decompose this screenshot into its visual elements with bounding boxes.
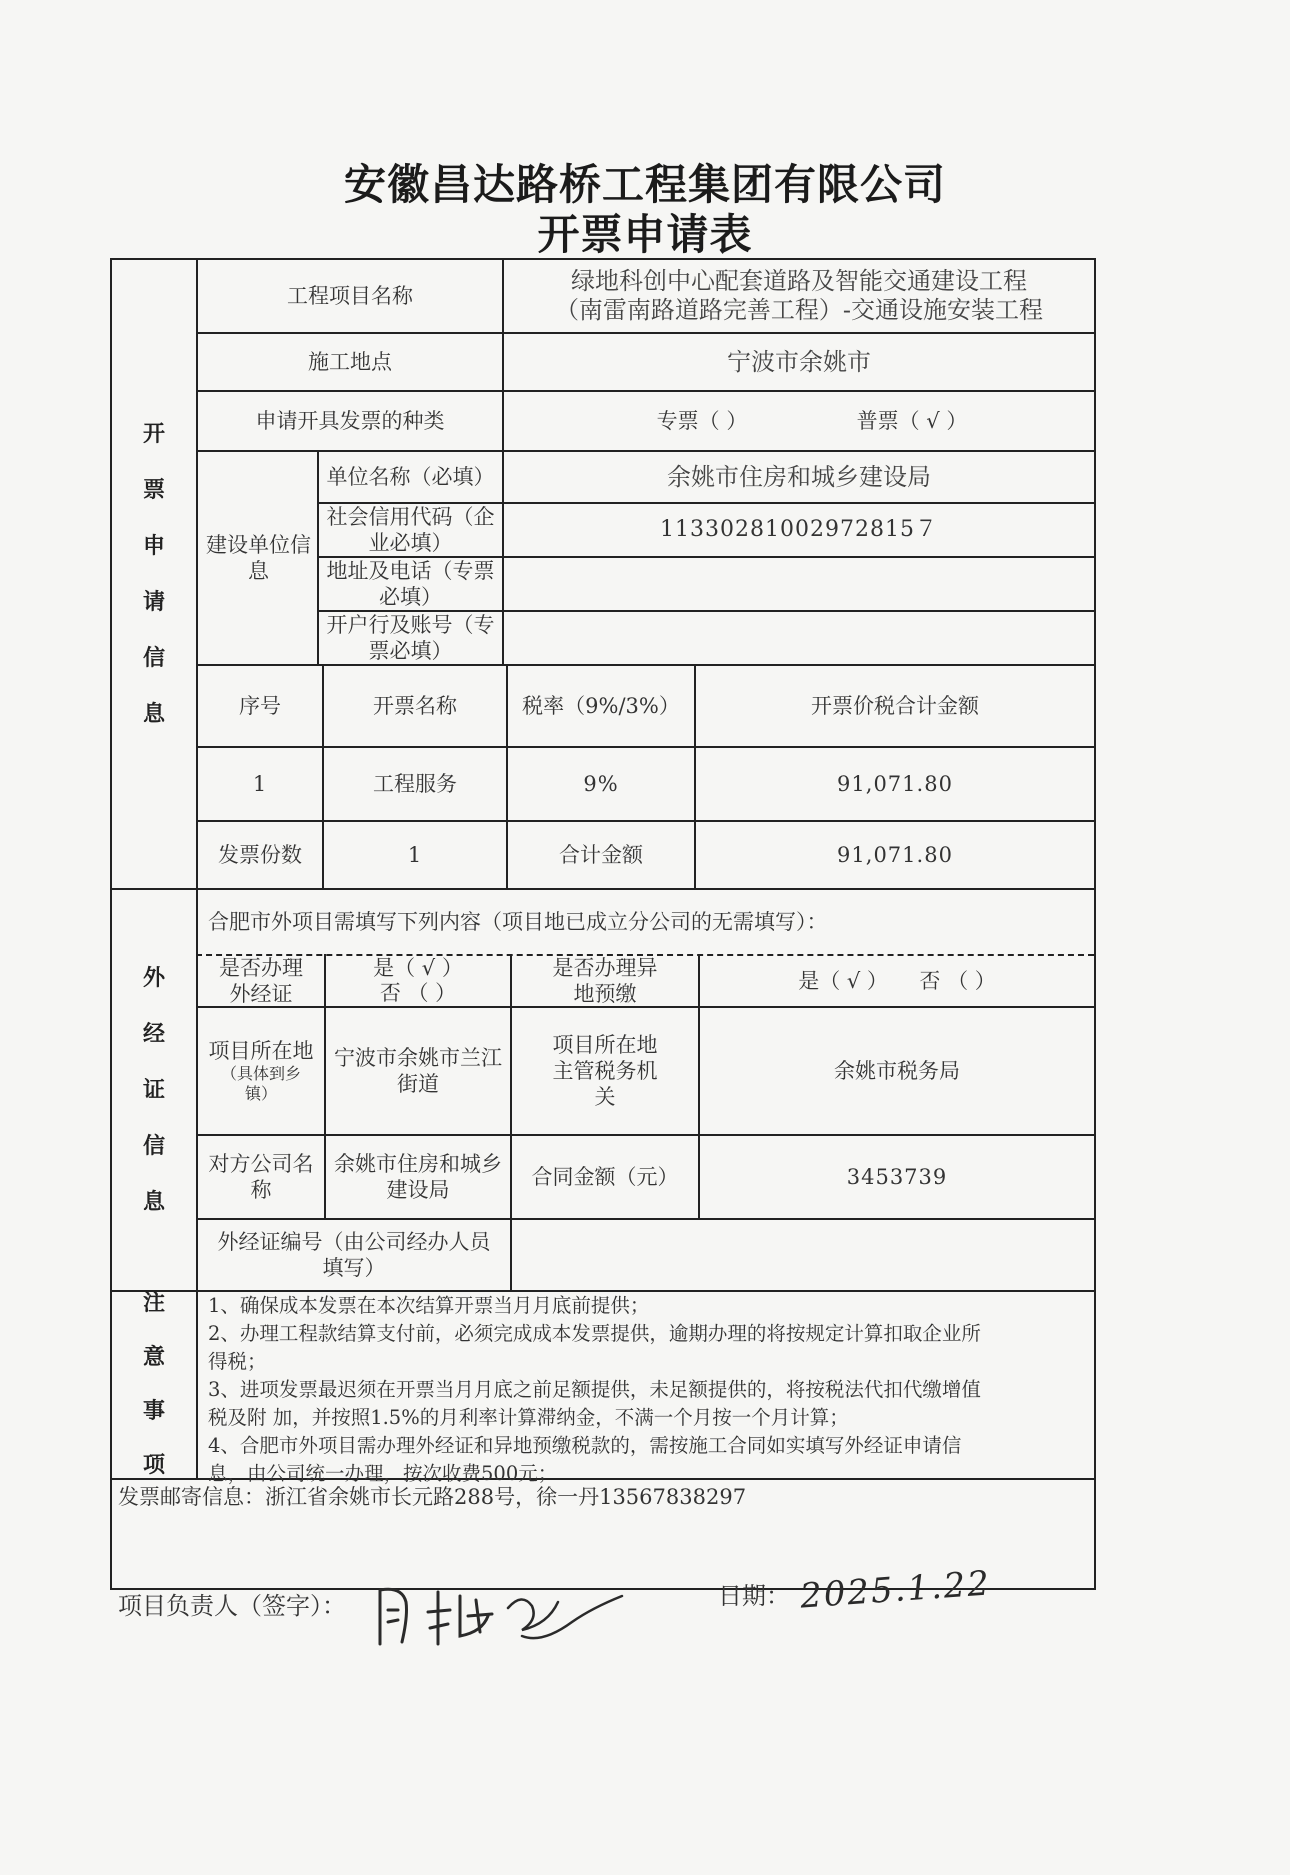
item-rate: 9% [583, 771, 619, 796]
bank-value [504, 612, 1094, 664]
note-line: 4、合肥市外项目需办理外经证和异地预缴税款的，需按施工合同如实填写外经证申请信 [208, 1434, 962, 1457]
company-title: 安徽昌达路桥工程集团有限公司 [343, 160, 946, 209]
invoice-type-normal: 普票（ √ ） [856, 408, 968, 433]
credit-code-value: 11330281002972815７ [660, 517, 938, 543]
prepay-label: 是否办理异地预缴 [552, 955, 658, 1006]
location-label: 项目所在地 （具体到乡镇） [208, 1038, 314, 1104]
project-name-label: 工程项目名称 [287, 283, 413, 308]
contract-value: 3453739 [846, 1164, 948, 1189]
unit-name-value: 余姚市住房和城乡建设局 [667, 463, 931, 491]
notes-list [208, 1292, 1088, 1488]
party-label: 对方公司名称 [208, 1151, 314, 1202]
note-line: 2、办理工程款结算支付前，必须完成成本发票提供，逾期办理的将按规定计算扣取企业所 [208, 1322, 981, 1345]
total-value: 91,071.80 [837, 842, 953, 867]
cert-yes: 是（ √ ） [373, 955, 463, 980]
date-label: 日期： [718, 1582, 790, 1610]
item-amount: 91,071.80 [837, 771, 953, 796]
items-header-name: 开票名称 [373, 693, 457, 718]
contract-label: 合同金额（元） [531, 1164, 679, 1189]
external-section-label: 外 经 证 信 息 [142, 964, 165, 1216]
tax-authority-value: 余姚市税务局 [834, 1058, 960, 1083]
items-header-amount: 开票价税合计金额 [811, 693, 979, 718]
project-name-value [504, 260, 1094, 332]
application-form [110, 258, 1096, 1590]
address-label: 地址及电话（专票必填） [326, 558, 495, 609]
items-header-rate: 税率（9%/3%） [522, 693, 680, 718]
handwritten-signature [372, 1572, 632, 1652]
prepay-value: 是（ √ ） 否 （ ） [798, 968, 996, 993]
item-no: 1 [252, 771, 268, 796]
project-name-line1: 绿地科创中心配套道路及智能交通建设工程 [571, 267, 1027, 296]
site-label: 施工地点 [308, 349, 392, 374]
unit-name-label: 单位名称（必填） [326, 464, 495, 489]
item-name: 工程服务 [373, 771, 457, 796]
note-line: 得税； [208, 1350, 267, 1373]
cert-options [326, 956, 510, 1006]
cert-number-value [512, 1220, 1094, 1290]
cert-number-label: 外经证编号（由公司经办人员填写） [217, 1229, 491, 1280]
address-value [504, 558, 1094, 610]
invoice-type-special: 专票（ ） [656, 408, 748, 433]
owner-signature-label: 项目负责人（签字）： [118, 1592, 346, 1620]
cert-label: 是否办理外经证 [219, 955, 303, 1006]
mailing-info: 发票邮寄信息：浙江省余姚市长元路288号，徐一丹13567838297 [118, 1485, 747, 1509]
note-line: 3、进项发票最迟须在开票当月月底之前足额提供，未足额提供的，将按税法代扣代缴增值 [208, 1378, 981, 1401]
cert-no: 否 （ ） [379, 981, 457, 1005]
party-value: 余姚市住房和城乡建设局 [334, 1151, 502, 1202]
note-line: 1、确保成本发票在本次结算开票当月月底前提供； [208, 1294, 650, 1317]
date-value: 2025.1.22 [798, 1563, 993, 1617]
site-value: 宁波市余姚市 [727, 348, 871, 376]
form-title: 开票申请表 [537, 210, 753, 259]
note-line: 息，由公司统一办理，按次收费500元； [208, 1462, 558, 1485]
tax-authority-label: 项目所在地主管税务机关 [552, 1032, 658, 1110]
total-label: 合计金额 [559, 842, 643, 867]
invoice-count-value: 1 [407, 842, 423, 867]
note-line: 税及附 加，并按照1.5%的月利率计算滞纳金，不满一个月按一个月计算； [208, 1406, 849, 1429]
bank-label: 开户行及账号（专票必填） [326, 612, 495, 663]
credit-code-label: 社会信用代码（企业必填） [326, 504, 495, 555]
external-intro: 合肥市外项目需填写下列内容（项目地已成立分公司的无需填写）： [208, 909, 828, 934]
notes-section-label: 注 意 事 项 [142, 1290, 165, 1478]
location-value: 宁波市余姚市兰江街道 [334, 1045, 502, 1096]
project-name-line2: （南雷南路道路完善工程）-交通设施安装工程 [554, 296, 1044, 324]
items-header-no: 序号 [239, 693, 281, 718]
unit-group-label: 建设单位信息 [206, 532, 311, 583]
billing-section-label: 开 票 申 请 信 息 [142, 420, 165, 728]
invoice-type-label: 申请开具发票的种类 [255, 408, 445, 433]
invoice-count-label: 发票份数 [218, 842, 302, 867]
